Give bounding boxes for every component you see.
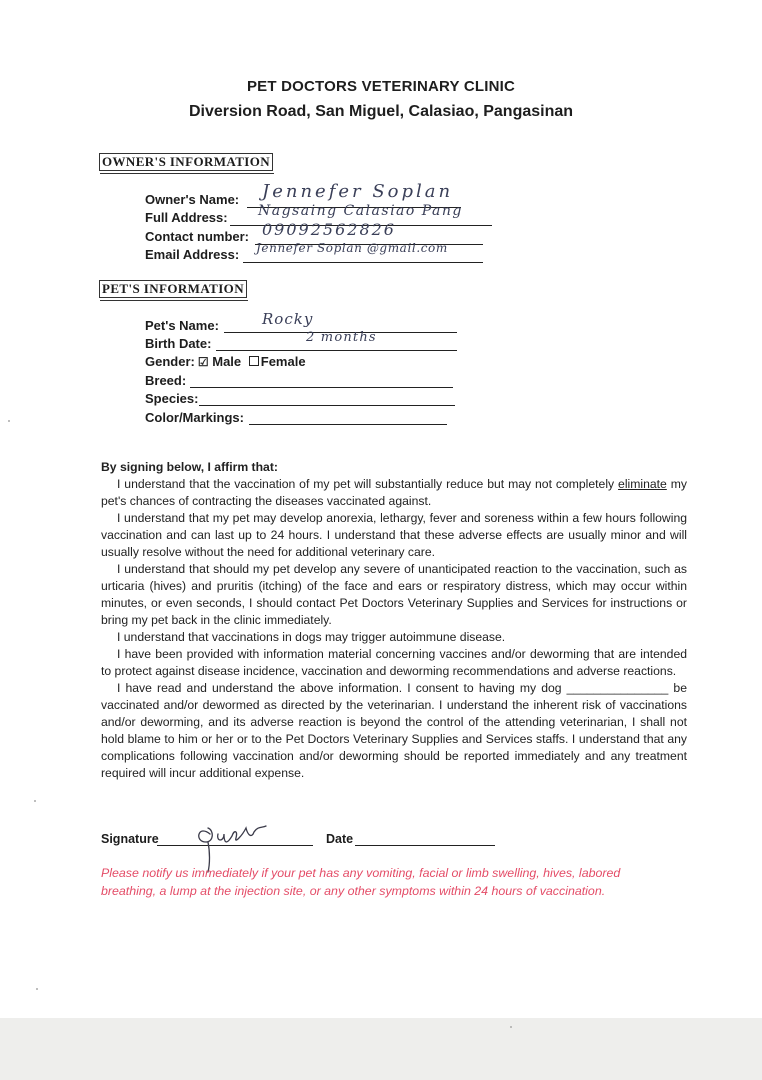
p1-text-start: I understand that the vaccination of my pet will substantially reduce but may not completely — [117, 477, 619, 491]
male-label: Male — [212, 354, 242, 369]
contact-label: Contact number: — [145, 229, 249, 244]
scan-margin — [0, 1018, 762, 1080]
email-line — [243, 262, 483, 263]
clinic-address: Diversion Road, San Miguel, Calasiao, Pangasinan — [188, 103, 574, 120]
signature-label: Signature — [101, 832, 159, 846]
contact-field[interactable]: 09092562826 — [262, 220, 396, 239]
p1-underlined-word: eliminate — [618, 477, 667, 491]
pet-name-field[interactable]: Rocky — [262, 310, 314, 328]
pet-name-label: Pet's Name: — [145, 318, 219, 333]
gender-label: Gender: — [145, 354, 195, 369]
address-label: Full Address: — [145, 210, 228, 225]
pet-section-title: PET'S INFORMATION — [99, 280, 247, 298]
breed-label: Breed: — [145, 373, 187, 388]
color-field[interactable] — [249, 424, 447, 425]
scan-speck — [510, 1026, 512, 1028]
affirmation-p5: I have been provided with information material concerning vaccines and/or deworming that are intended to protect against disease incidence, vaccination and deworming recommendations and adverse reactions. — [101, 647, 687, 678]
affirmation-p3: I understand that should my pet develop any severe of unanticipated reaction to the vaccination, such as urticaria (hives) and pruritis (itching) of the face and ears or respiratory distress, which may occur within minutes, or even seconds, I should contact Pet Doctors Veterinary Supplies and Services for instructions or bring my pet back in the clinic immediately. — [101, 562, 687, 627]
birth-date-label: Birth Date: — [145, 336, 212, 351]
p1-text-end: my pet's chances of contracting the diseases vaccinated against. — [101, 477, 687, 508]
date-label: Date — [326, 832, 354, 846]
owner-name-field[interactable]: Jennefer Soplan — [262, 181, 454, 202]
breed-field[interactable] — [190, 387, 453, 388]
female-checkbox[interactable] — [249, 356, 259, 366]
date-field[interactable] — [355, 845, 495, 846]
owner-name-label: Owner's Name: — [145, 192, 240, 207]
notice-text: Please notify us immediately if your pet has any vomiting, facial or limb swelling, hives, labored breathing, a lump at the injection site, or any other symptoms within 24 hours of vaccination. — [101, 866, 621, 898]
owner-section-title: OWNER'S INFORMATION — [99, 153, 273, 171]
clinic-name: PET DOCTORS VETERINARY CLINIC — [246, 78, 516, 95]
affirmation-lead: By signing below, I affirm that: — [101, 460, 278, 474]
affirmation-p1 — [101, 476, 687, 510]
male-checkbox[interactable]: ☑ — [197, 355, 209, 369]
affirmation-p2: I understand that my pet may develop anorexia, lethargy, fever and soreness within a few hours following vaccination and can last up to 24 hours. I understand that these adverse effects are usually minor and will usually resolve without the need for additional veterinary care. — [101, 511, 687, 559]
birth-date-line — [216, 350, 457, 351]
gender-row — [145, 354, 306, 370]
scan-speck — [36, 988, 38, 990]
affirmation-block — [101, 459, 687, 782]
email-label: Email Address: — [145, 247, 240, 262]
scan-speck — [34, 800, 36, 802]
species-field[interactable] — [199, 405, 455, 406]
scan-speck — [8, 420, 10, 422]
email-field[interactable]: Jennefer Soplan @gmail.com — [256, 241, 448, 255]
address-field[interactable]: Nagsaing Calasiao Pang — [258, 203, 463, 219]
affirmation-p4: I understand that vaccinations in dogs may trigger autoimmune disease. — [117, 630, 506, 644]
birth-date-field[interactable]: 2 months — [306, 330, 377, 345]
affirmation-p6: I have read and understand the above information. I consent to having my dog _______________ be vaccinated and/or dewormed as directed by the veterinarian. I understand the inherent risk of vaccinations and/or deworming, and its adverse reaction is beyond the control of the attending veterinarian, I shall not hold blame to him or her or to the Pet Doctors Veterinary Supplies and Services staffs. I understand that any complications following vaccination and/or deworming should be reported immediately and any treatment required will incur additional expense. — [101, 681, 687, 780]
species-label: Species: — [145, 391, 199, 406]
female-label: Female — [260, 354, 306, 369]
color-label: Color/Markings: — [145, 410, 244, 425]
